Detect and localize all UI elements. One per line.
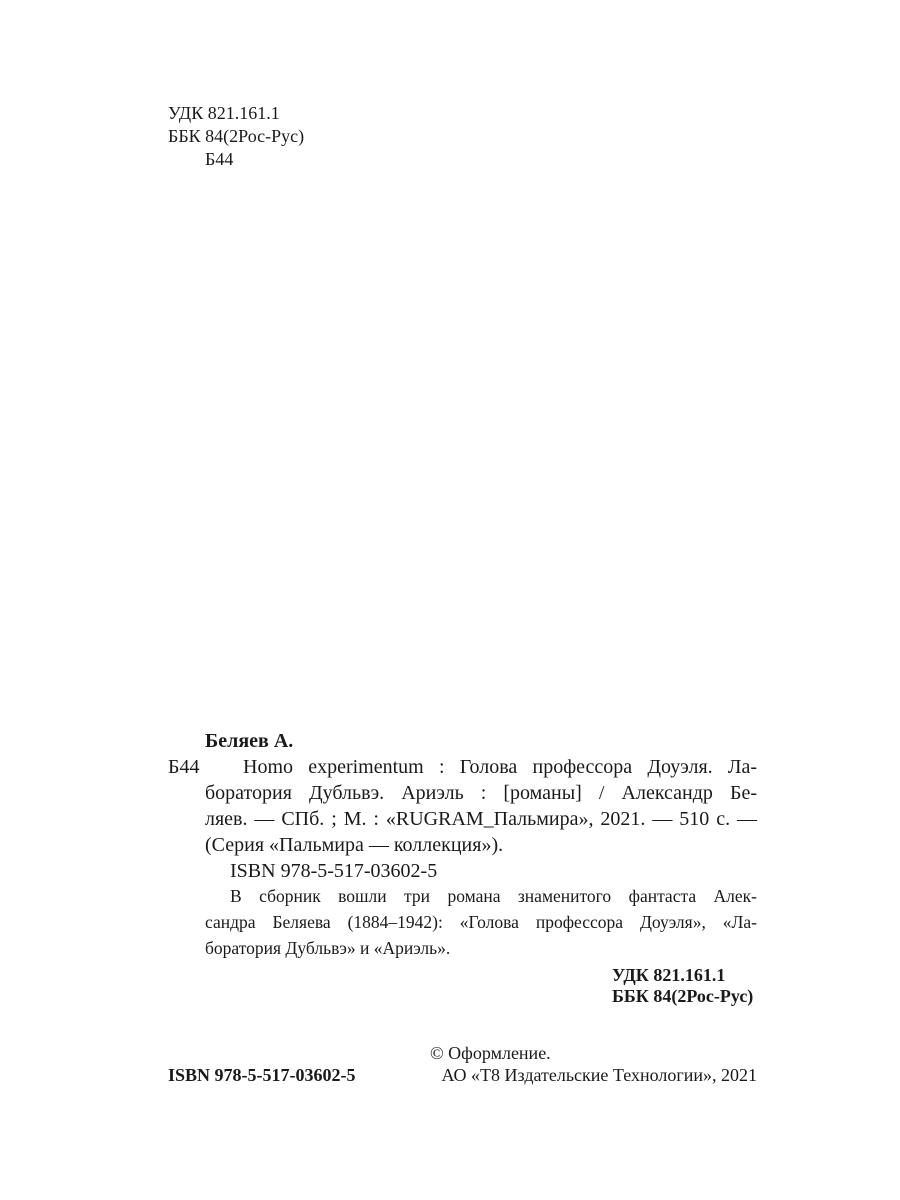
description-line: (Серия «Пальмира — коллекция»). — [205, 834, 504, 856]
publisher-line: АО «Т8 Издательские Технологии», 2021 — [441, 1065, 757, 1085]
description-line: Homo experimentum : Голова профессора Доуэля. Ла- — [243, 756, 757, 778]
copyright-line: © Оформление. — [430, 1043, 551, 1063]
description-line: ляев. — СПб. ; М. : «RUGRAM_Пальмира», 2021. — 510 с. — — [205, 808, 757, 830]
card-bbk: ББК 84(2Рос-Рус) — [612, 986, 754, 1006]
isbn: ISBN 978-5-517-03602-5 — [230, 860, 438, 882]
card-author-mark: Б44 — [168, 756, 200, 778]
bbk-code: ББК 84(2Рос-Рус) — [168, 126, 305, 146]
description-line: боратория Дубльвэ. Ариэль : [романы] / Александр Бе- — [205, 782, 757, 804]
footer-isbn: ISBN 978-5-517-03602-5 — [168, 1065, 356, 1085]
abstract-line: боратория Дубльвэ» и «Ариэль». — [205, 938, 451, 958]
author-name: Беляев А. — [205, 730, 294, 752]
card-udk: УДК 821.161.1 — [612, 965, 726, 985]
author-mark: Б44 — [205, 149, 234, 169]
abstract-line: В сборник вошли три романа знаменитого фантаста Алек- — [230, 886, 757, 906]
udk-code: УДК 821.161.1 — [168, 103, 280, 123]
abstract-line: сандра Беляева (1884–1942): «Голова профессора Доуэля», «Ла- — [205, 912, 757, 932]
